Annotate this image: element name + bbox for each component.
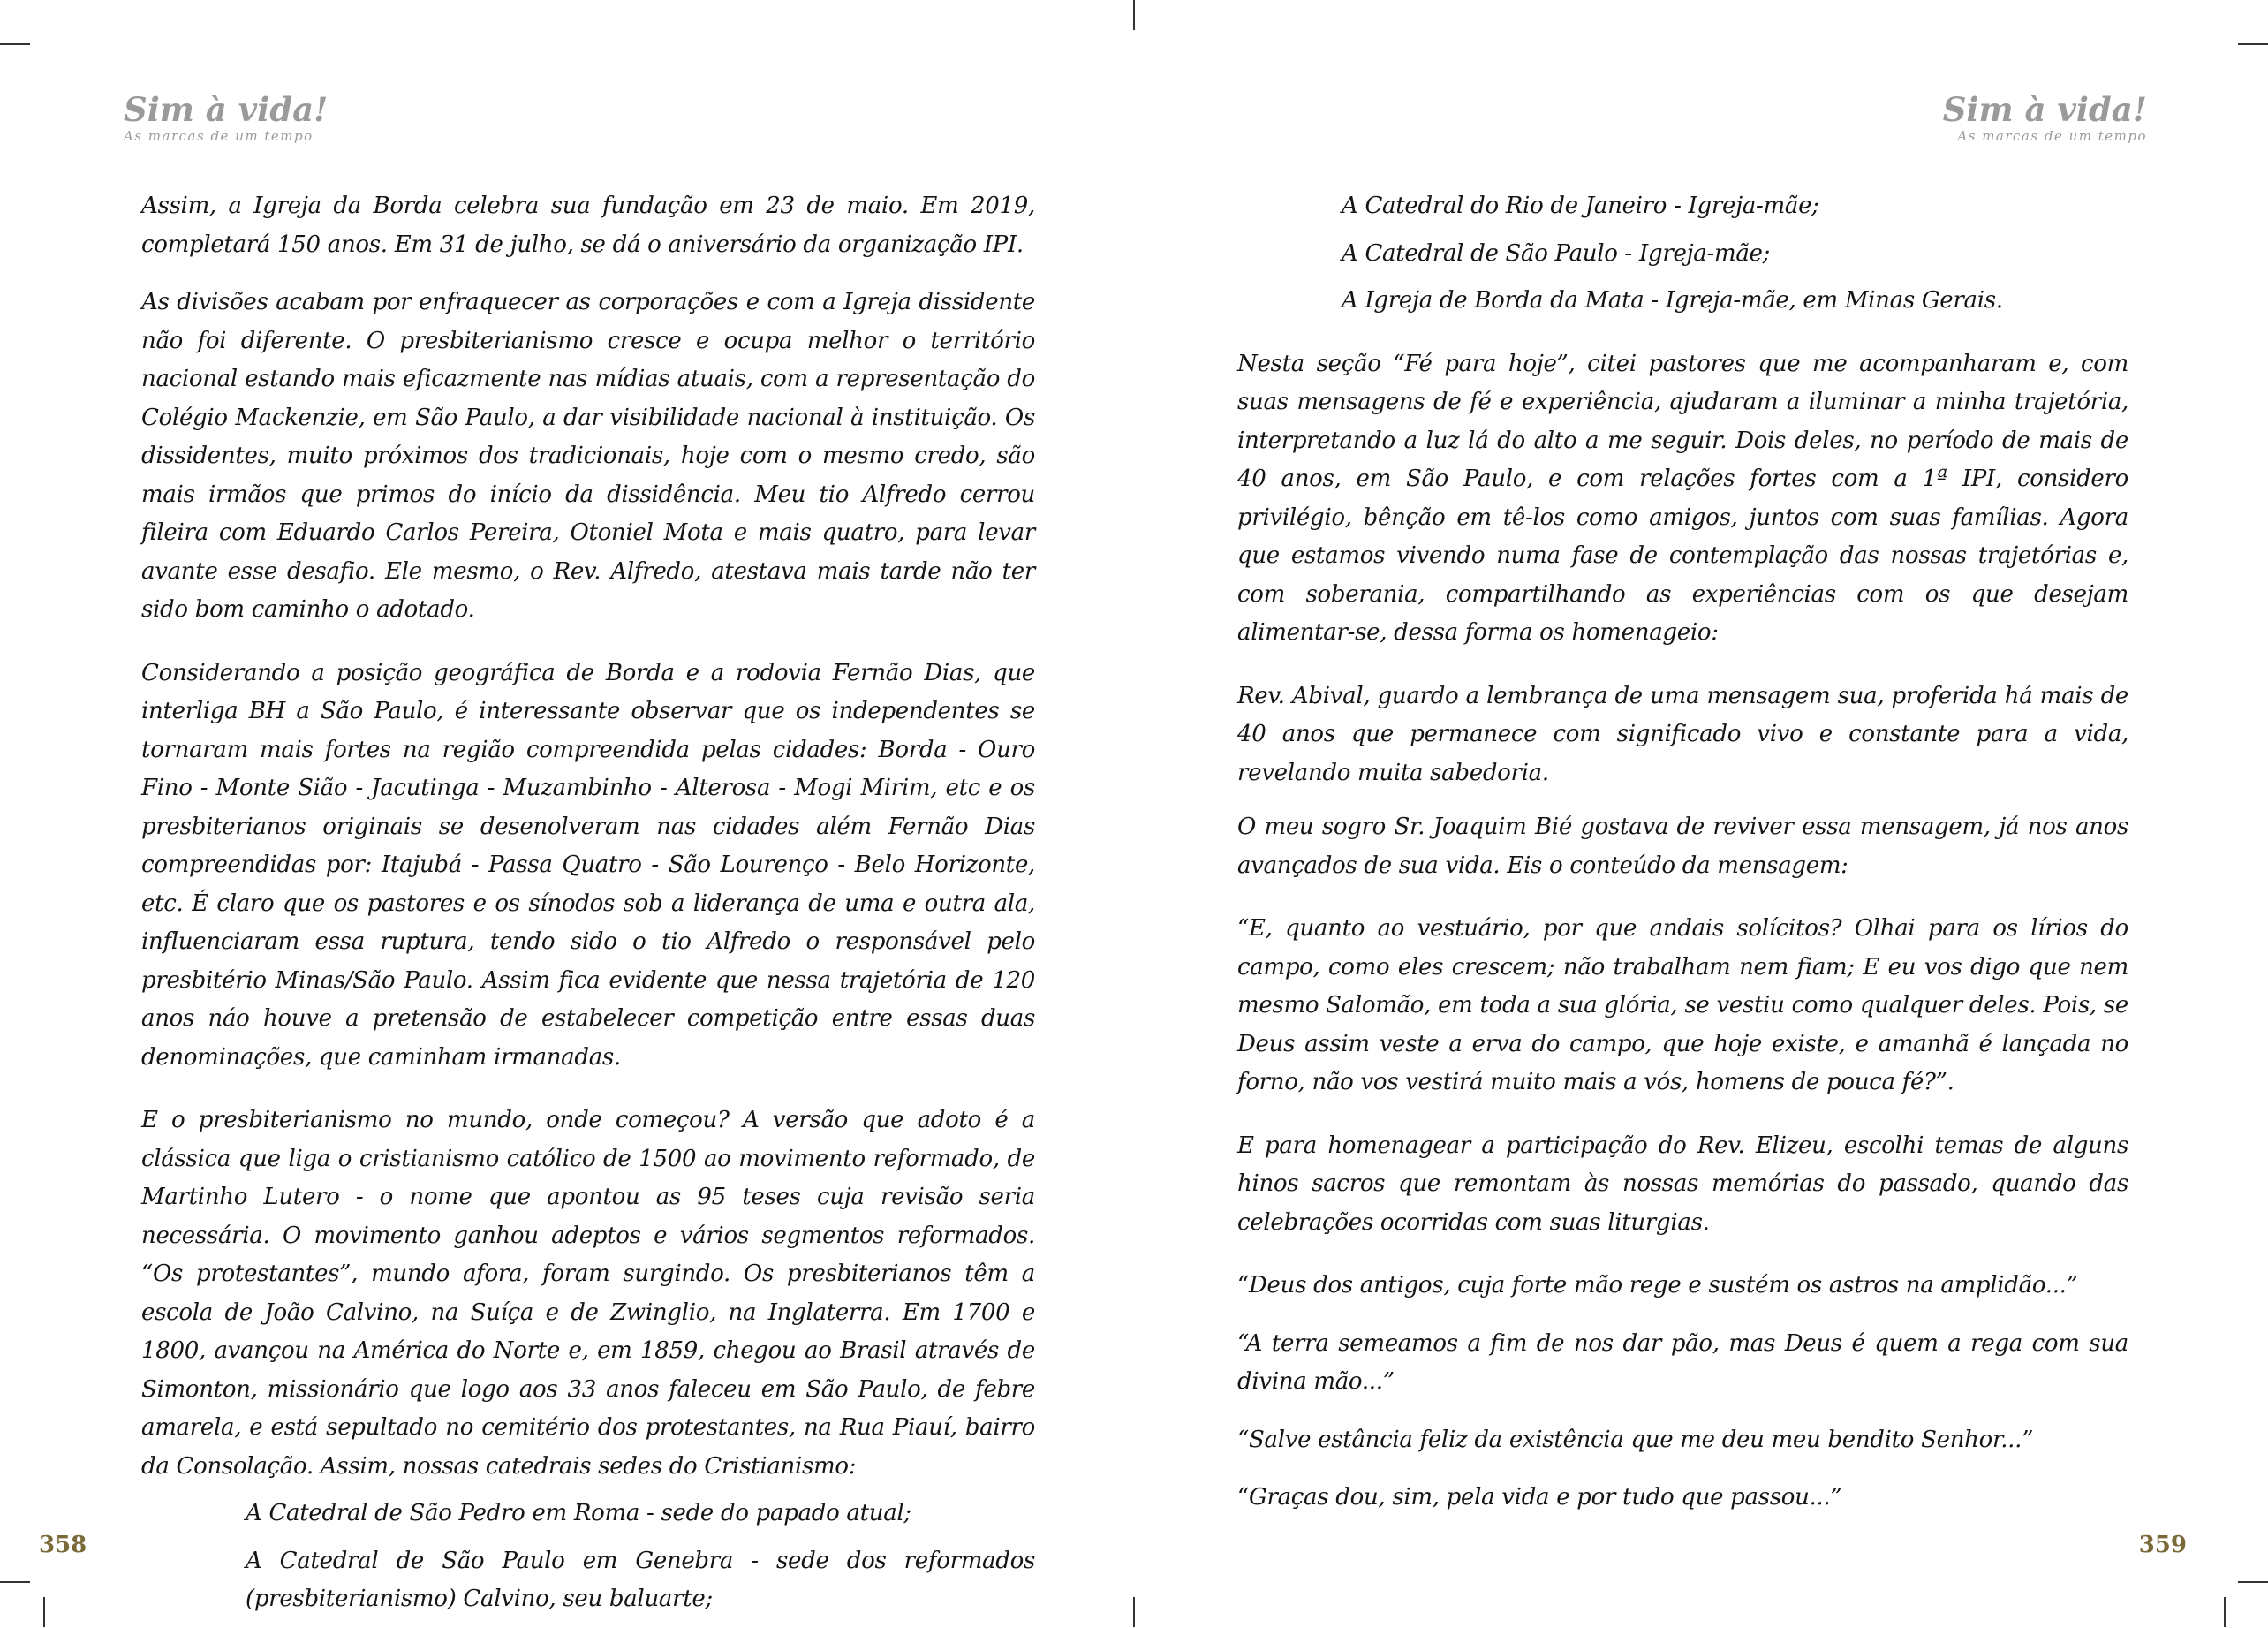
hymn-quote: “A terra semeamos a fim de nos dar pão, mas Deus é quem a rega com sua divina mão...” (1237, 1329, 2128, 1395)
header-title: Sim à vida! (124, 90, 329, 129)
paragraph: Assim, a Igreja da Borda celebra sua fundação em 23 de maio. Em 2019, completará 150 anos. Em 31 de julho, se dá o aniversário da organização IPI. (141, 193, 1035, 258)
header-title: Sim à vida! (1942, 90, 2147, 129)
hymn-quote: “Deus dos antigos, cuja forte mão rege e sustém os astros na amplidão...” (1237, 1272, 2078, 1299)
running-header (124, 90, 329, 144)
paragraph: Considerando a posição geográfica de Borda e a rodovia Fernão Dias, que interliga BH a São Paulo, é interessante observar que os independentes se tornaram mais fortes na região compreendida pelas cidades: Borda - Ouro Fino - Monte Sião - Jacutinga - Muzambinho - Alterosa - Mogi Mirim, etc e os presbiterianos originais se desenolveram nas cidades além Fernão Dias compreendidas por: Itajubá - Passa Quatro - São Lourenço - Belo Horizonte, etc. É claro que os pastores e os sínodos sob a liderança de uma e outra ala, influenciaram essa ruptura, tendo sido o tio Alfredo o responsável pelo presbitério Minas/São Paulo. Assim fica evidente que nessa trajetória de 120 anos náo houve a pretensão de estabelecer competição entre essas duas denominações, que caminham irmanadas. (141, 659, 1035, 1071)
header-subtitle: As marcas de um tempo (1957, 128, 2147, 144)
list-item: A Igreja de Borda da Mata - Igreja-mãe, em Minas Gerais. (1342, 287, 2003, 314)
quoted-passage: “E, quanto ao vestuário, por que andais solícitos? Olhai para os lírios do campo, como eles crescem; não trabalham nem fiam; E eu vos digo que nem mesmo Salomão, em toda a sua glória, se vestiu como qualquer deles. Pois, se Deus assim veste a erva do campo, que hoje existe, e amanhã é lançada no forno, não vos vestirá muito mais a vós, homens de pouca fé?”. (1237, 915, 2128, 1095)
running-header (1942, 90, 2147, 144)
hymn-quote: “Salve estância feliz da existência que me deu meu bendito Senhor...” (1237, 1426, 2034, 1453)
left-body-text (141, 187, 1035, 1628)
paragraph: O meu sogro Sr. Joaquim Bié gostava de reviver essa mensagem, já nos anos avançados de sua vida. Eis o conteúdo da mensagem: (1237, 814, 2128, 879)
paragraph: E o presbiterianismo no mundo, onde começou? A versão que adoto é a clássica que liga o cristianismo católico de 1500 ao movimento reformado, de Martinho Lutero - o nome que apontou as 95 teses cuja revisão seria necessária. O movimento ganhou adeptos e vários segmentos reformados. “Os protestantes”, mundo afora, foram surgindo. Os presbiterianos têm a escola de João Calvino, na Suíça e de Zwinglio, na Inglaterra. Em 1700 e 1800, avançou na América do Norte e, em 1859, chegou ao Brasil através de Simonton, missionário que logo aos 33 anos faleceu em São Paulo, de febre amarela, e está sepultado no cemitério dos protestantes, na Rua Piauí, bairro da Consolação. Assim, nossas catedrais sedes do Cristianismo: (141, 1107, 1035, 1480)
list-item: A Catedral de São Paulo em Genebra - sede dos reformados (presbiterianismo) Calvino, seu baluarte; (246, 1547, 1035, 1612)
paragraph: E para homenagear a participação do Rev. Elizeu, escolhi temas de alguns hinos sacros que remontam às nossas memórias do passado, quando das celebrações ocorridas com suas liturgias. (1237, 1132, 2128, 1236)
list-item: A Catedral de São Pedro em Roma - sede do papado atual; (246, 1500, 911, 1526)
page-number: 359 (2138, 1532, 2187, 1558)
left-page (0, 0, 1134, 1627)
hymn-quote: “Graças dou, sim, pela vida e por tudo que passou...” (1237, 1484, 1842, 1511)
list-item: A Catedral do Rio de Janeiro - Igreja-mãe; (1342, 193, 1819, 219)
right-body-text (1237, 187, 2128, 1526)
paragraph: As divisões acabam por enfraquecer as corporações e com a Igreja dissidente não foi diferente. O presbiterianismo cresce e ocupa melhor o território nacional estando mais eficazmente nas mídias atuais, com a representação do Colégio Mackenzie, em São Paulo, a dar visibilidade nacional à instituição. Os dissidentes, muito próximos dos tradicionais, hoje com o mesmo credo, são mais irmãos que primos do início da dissidência. Meu tio Alfredo cerrou fileira com Eduardo Carlos Pereira, Otoniel Mota e mais quatro, para levar avante esse desafio. Ele mesmo, o Rev. Alfredo, atestava mais tarde não ter sido bom caminho o adotado. (141, 289, 1035, 623)
paragraph: Nesta seção “Fé para hoje”, citei pastores que me acompanharam e, com suas mensagens de fé e experiência, ajudaram a iluminar a minha trajetória, interpretando a luz lá do alto a me seguir. Dois deles, no período de mais de 40 anos, em São Paulo, e com relações fortes com a 1ª IPI, considero privilégio, bênção em tê-los como amigos, juntos com suas famílias. Agora que estamos vivendo numa fase de contemplação das nossas trajetórias e, com soberania, compartilhando as experiências com os que desejam alimentar-se, dessa forma os homenageio: (1237, 350, 2128, 646)
page-number: 358 (39, 1532, 87, 1558)
paragraph: Rev. Abival, guardo a lembrança de uma mensagem sua, proferida há mais de 40 anos que permanece com significado vivo e constante para a vida, revelando muita sabedoria. (1237, 682, 2128, 786)
header-subtitle: As marcas de um tempo (124, 128, 314, 144)
list-item: A Catedral de São Paulo - Igreja-mãe; (1342, 239, 1771, 267)
